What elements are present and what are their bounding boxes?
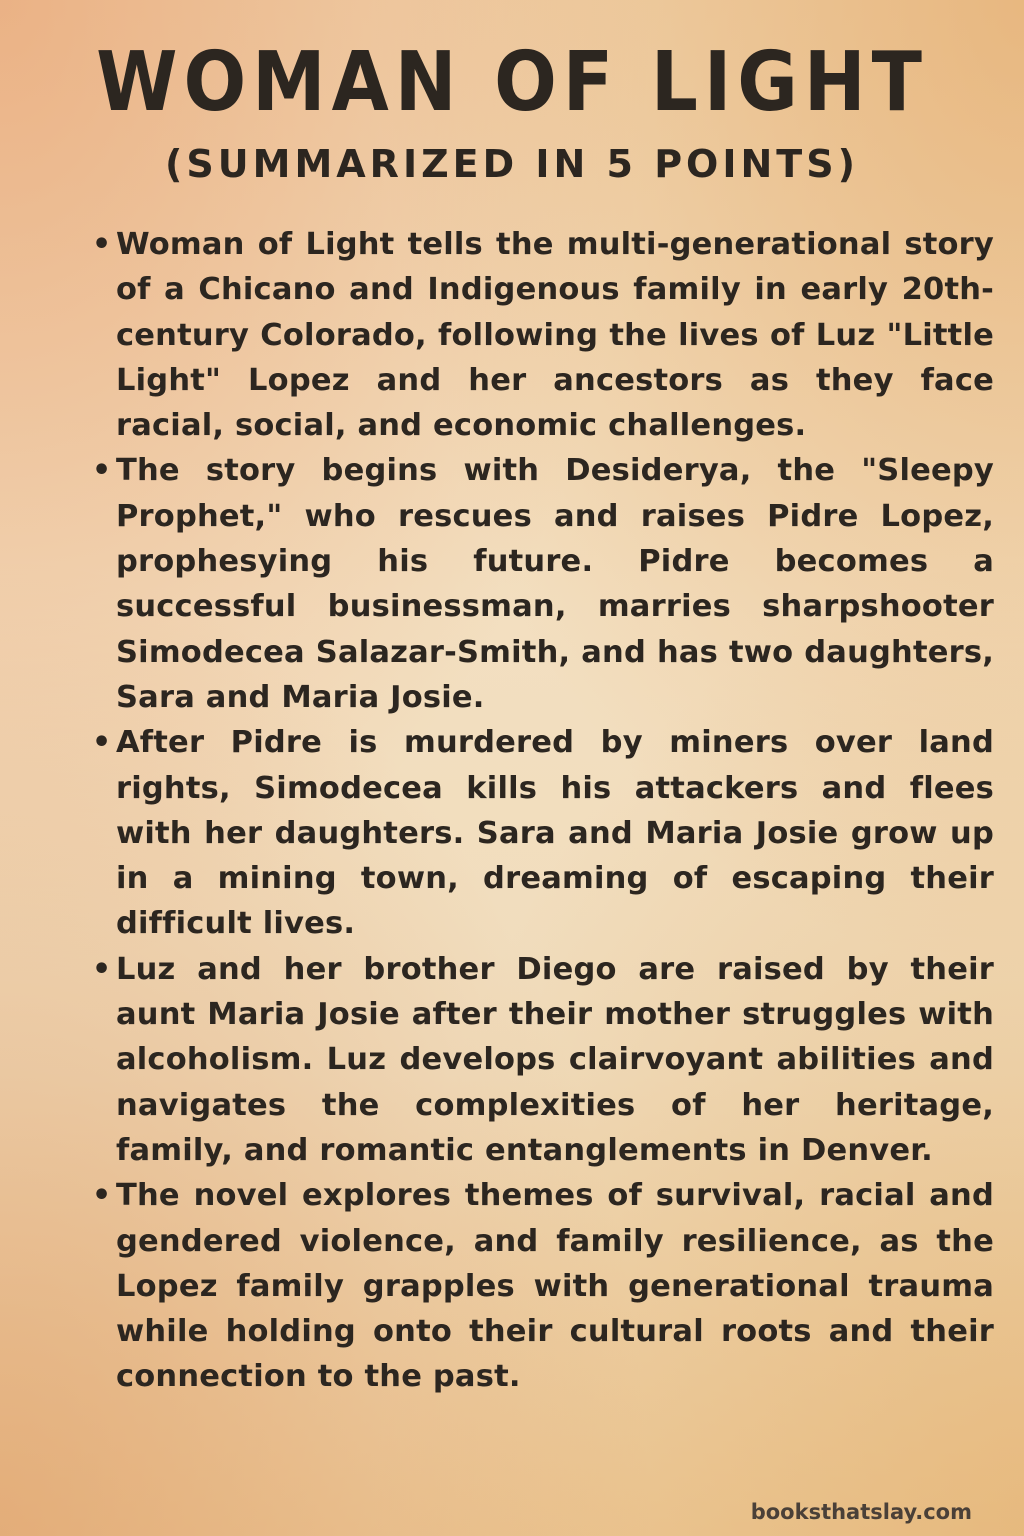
page-subtitle: (SUMMARIZED IN 5 POINTS) [165,142,859,186]
summary-point-2: • The story begins with Desiderya, the "Sleepy Prophet," who rescues and raises Pidre Lopez, prophesying his future. Pidre becomes a successful businessman, marries sharpshooter Simodecea Salazar-Smith, and has two daughters, Sara and Maria Josie. [116,448,994,720]
summary-point-4: • Luz and her brother Diego are raised by their aunt Maria Josie after their mother struggles with alcoholism. Luz develops clairvoyant abilities and navigates the complexities of her heritage, family, and romantic entanglements in Denver. [116,947,994,1173]
summary-point-1: • Woman of Light tells the multi-generational story of a Chicano and Indigenous family in early 20th-century Colorado, following the lives of Luz "Little Light" Lopez and her ancestors as they face racial, social, and economic challenges. [116,222,994,448]
summary-point-5: • The novel explores themes of survival, racial and gendered violence, and family resilience, as the Lopez family grapples with generational trauma while holding onto their cultural roots and their connection to the past. [116,1173,994,1399]
site-watermark: booksthatslay.com [750,1500,972,1524]
summary-point-3: • After Pidre is murdered by miners over land rights, Simodecea kills his attackers and flees with her daughters. Sara and Maria Josie grow up in a mining town, dreaming of escaping their difficult lives. [116,720,994,946]
summary-list [96,222,994,1400]
page-title: WOMAN OF LIGHT [96,35,928,130]
